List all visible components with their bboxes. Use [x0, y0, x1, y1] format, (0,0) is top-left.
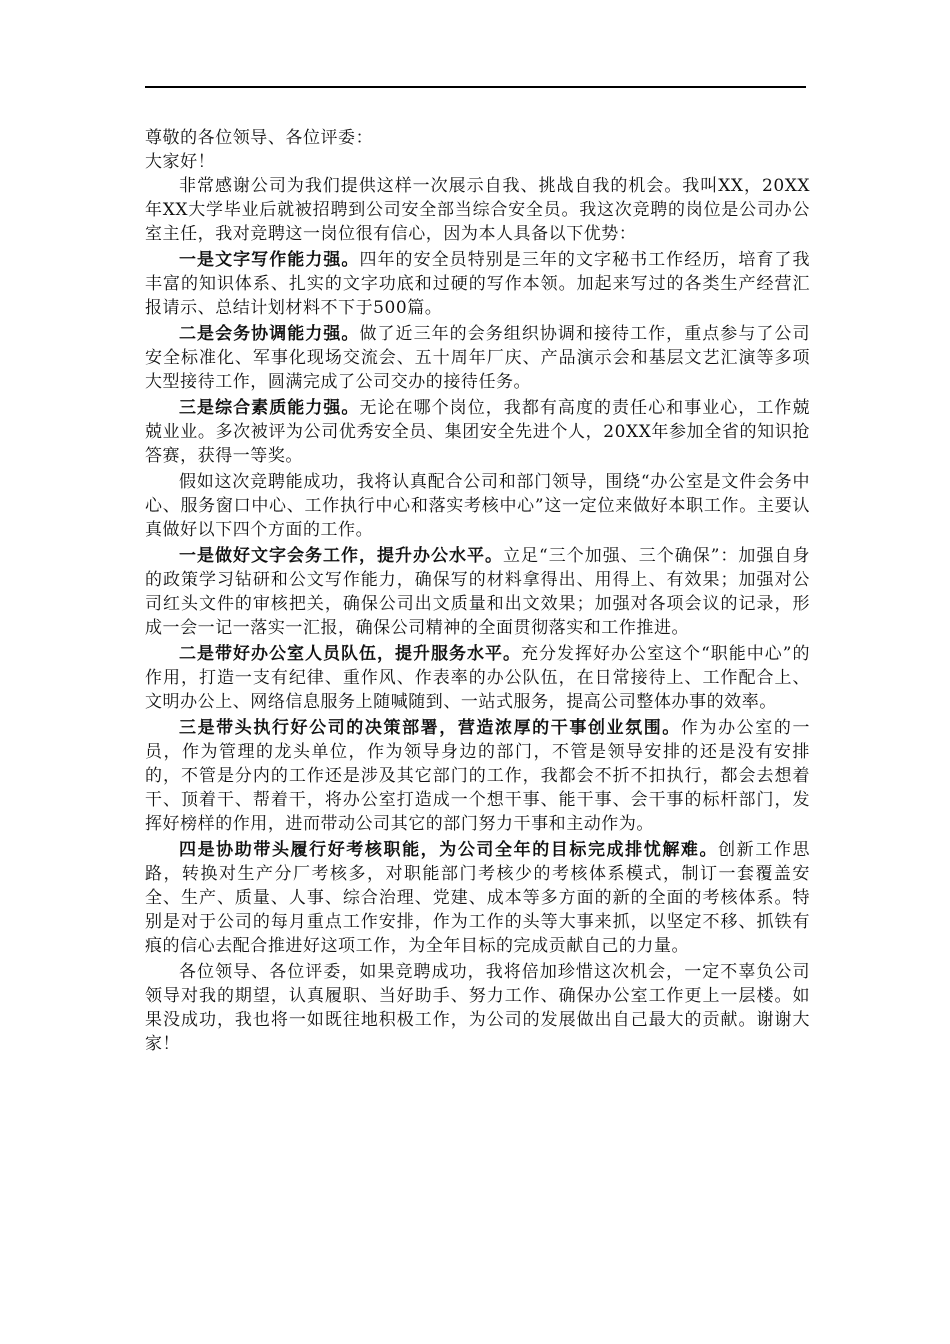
paragraph-plan-1 — [145, 544, 810, 640]
paragraph-text: 充分发挥好办公室这个“职能中心”的作用，打造一支有纪律、重作风、作表率的办公队伍，在日常接待上、工作配合上、文明办公上、网络信息服务上随喊随到、一站式服务，提高公司整体办事的效率。 — [145, 644, 811, 712]
paragraph-text: 无论在哪个岗位，我都有高度的责任心和事业心，工作兢兢业业。多次被评为公司优秀安全员、集团安全先进个人，20XX年参加全省的知识抢答赛，获得一等奖。 — [145, 398, 811, 466]
greeting: 大家好！ — [145, 152, 216, 172]
salutation: 尊敬的各位领导、各位评委： — [145, 128, 374, 148]
paragraph-closing — [145, 960, 810, 1056]
paragraph-plan-2 — [145, 642, 810, 714]
paragraph-plan-intro — [145, 470, 810, 542]
paragraph-plan-4 — [145, 838, 810, 958]
paragraph-heading: 三是带头执行好公司的决策部署，营造浓厚的干事创业氛围。 — [179, 718, 681, 738]
paragraph-text: 创新工作思路，转换对生产分厂考核多，对职能部门考核少的考核体系模式，制订一套覆盖安全、生产、质量、人事、综合治理、党建、成本等多方面的新的全面的考核体系。特别是对于公司的每月重点工作安排，作为工作的头等大事来抓，以坚定不移、抓铁有痕的信心去配合推进好这项工作，为全年目标的完成贡献自己的力量。 — [145, 840, 811, 956]
paragraph-heading: 二是带好办公室人员队伍，提升服务水平。 — [179, 644, 522, 664]
paragraph-heading: 二是会务协调能力强。 — [179, 324, 360, 344]
paragraph-heading: 三是综合素质能力强。 — [179, 398, 360, 418]
paragraph-text: 假如这次竞聘能成功，我将认真配合公司和部门领导，围绕“办公室是文件会务中心、服务窗口中心、工作执行中心和落实考核中心”这一定位来做好本职工作。主要认真做好以下四个方面的工作。 — [145, 472, 810, 540]
paragraph-advantage-1 — [145, 248, 810, 320]
paragraph-text: 做了近三年的会务组织协调和接待工作，重点参与了公司安全标准化、军事化现场交流会、五十周年厂庆、产品演示会和基层文艺汇演等多项大型接待工作，圆满完成了公司交办的接待任务。 — [145, 324, 811, 392]
paragraph-heading: 一是做好文字会务工作，提升办公水平。 — [179, 546, 504, 566]
paragraph-text: 各位领导、各位评委，如果竞聘成功，我将倍加珍惜这次机会，一定不辜负公司领导对我的期望，认真履职、当好助手、努力工作、确保办公室工作更上一层楼。如果没成功，我也将一如既往地积极工作，为公司的发展做出自己最大的贡献。谢谢大家！ — [145, 962, 810, 1054]
paragraph-heading: 一是文字写作能力强。 — [179, 250, 360, 270]
paragraph-text: 立足“三个加强、三个确保”：加强自身的政策学习钻研和公文写作能力，确保写的材料拿得出、用得上、有效果；加强对公司红头文件的审核把关，确保公司出文质量和出文效果；加强对各项会议的记录，形成一会一记一落实一汇报，确保公司精神的全面贯彻落实和工作推进。 — [145, 546, 810, 638]
document-body — [145, 126, 810, 1058]
paragraph-text: 作为办公室的一员，作为管理的龙头单位，作为领导身边的部门，不管是领导安排的还是没有安排的，不管是分内的工作还是涉及其它部门的工作，我都会不折不扣执行，都会去想着干、顶着干、帮着干，将办公室打造成一个想干事、能干事、会干事的标杆部门，发挥好榜样的作用，进而带动公司其它的部门努力干事和主动作为。 — [145, 718, 810, 834]
paragraph-heading: 四是协助带头履行好考核职能，为公司全年的目标完成排忧解难。 — [179, 840, 719, 860]
paragraph-plan-3 — [145, 716, 810, 836]
paragraph-advantage-2 — [145, 322, 810, 394]
paragraph-intro — [145, 174, 810, 246]
header-rule — [145, 86, 806, 88]
paragraph-text: 非常感谢公司为我们提供这样一次展示自我、挑战自我的机会。我叫XX，20XX年XX大学毕业后就被招聘到公司安全部当综合安全员。我这次竞聘的岗位是公司办公室主任，我对竞聘这一岗位很有信心，因为本人具备以下优势： — [145, 176, 810, 244]
paragraph-text: 四年的安全员特别是三年的文字秘书工作经历，培育了我丰富的知识体系、扎实的文字功底和过硬的写作本领。加起来写过的各类生产经营汇报请示、总结计划材料不下于500篇。 — [145, 250, 811, 318]
paragraph-advantage-3 — [145, 396, 810, 468]
